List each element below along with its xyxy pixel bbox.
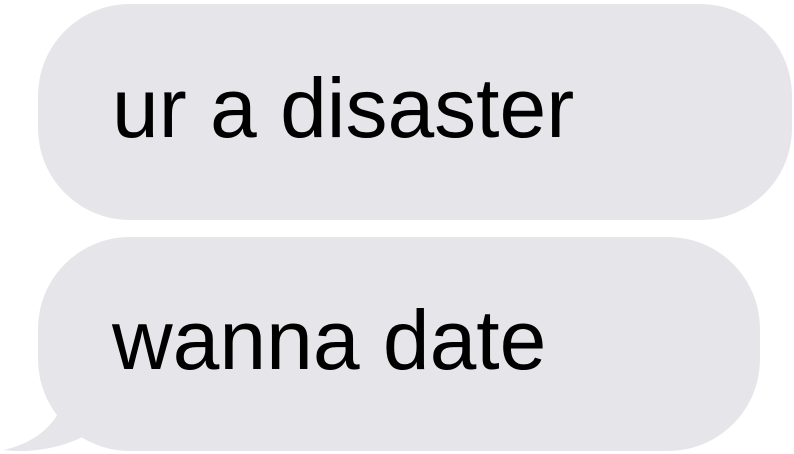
message-text-1: ur a disaster [112, 61, 575, 155]
message-bubble-2[interactable] [38, 237, 760, 451]
message-text-2: wanna date [112, 293, 547, 387]
message-bubble-1[interactable] [38, 4, 792, 220]
